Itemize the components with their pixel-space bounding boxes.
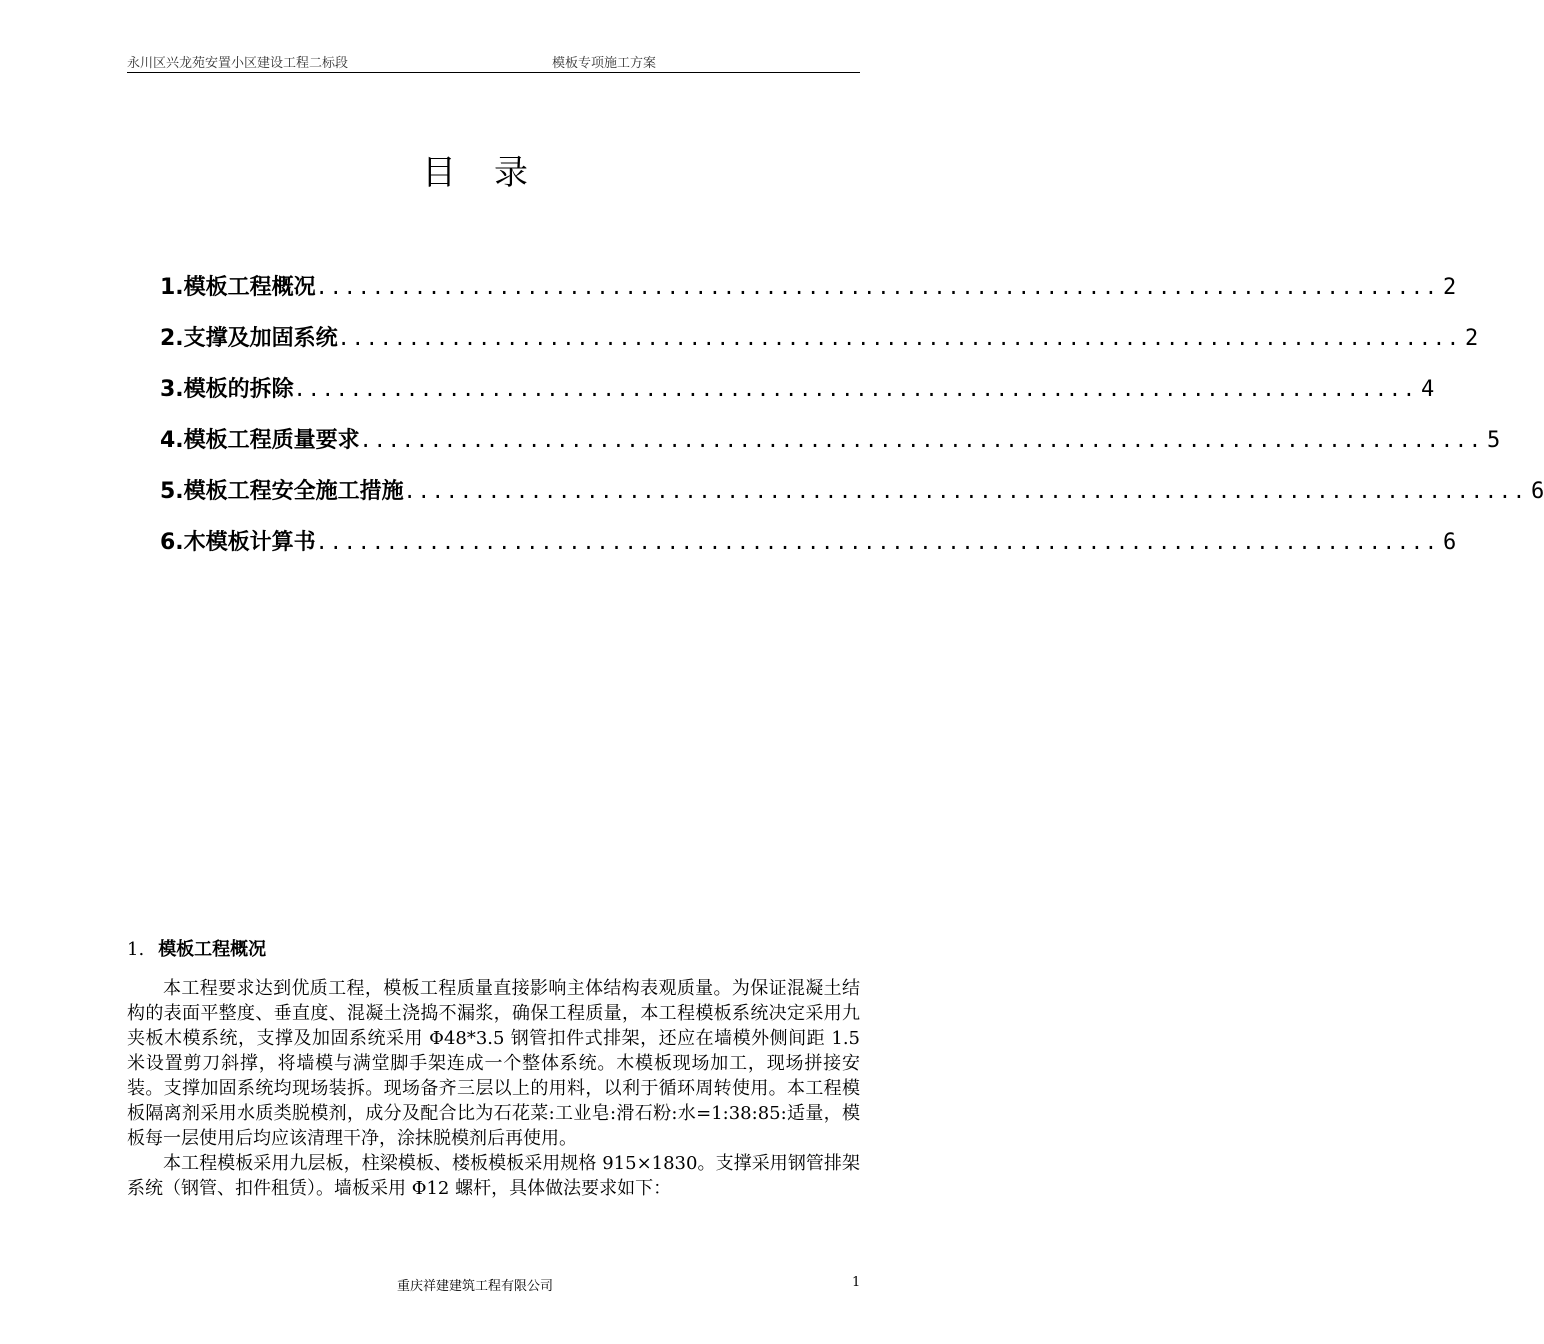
toc-entry-page: 2 bbox=[1442, 275, 1457, 300]
toc-entry-page: 2 bbox=[1464, 326, 1479, 351]
body-paragraph: 本工程模板采用九层板，柱梁模板、楼板模板采用规格 915×1830。支撑采用钢管排架系统（钢管、扣件租赁）。墙板采用 Φ12 螺杆，具体做法要求如下： bbox=[127, 1153, 860, 1199]
toc-entry[interactable] bbox=[160, 321, 1479, 372]
toc-entry-page: 4 bbox=[1420, 377, 1435, 402]
toc-entry[interactable] bbox=[160, 474, 1544, 525]
toc-leader-dots: ................................................................................ bbox=[337, 326, 1461, 350]
toc-entry-page: 6 bbox=[1442, 530, 1457, 555]
footer-company-name: 重庆祥建建筑工程有限公司 bbox=[396, 1279, 553, 1294]
toc-title: 目录 bbox=[422, 153, 566, 193]
toc-entry-label: 1.模板工程概况 bbox=[160, 275, 316, 300]
table-of-contents bbox=[160, 270, 1544, 576]
toc-entry-page: 6 bbox=[1530, 479, 1544, 504]
toc-leader-dots: ................................................................................ bbox=[403, 479, 1527, 503]
toc-leader-dots: ................................................................................ bbox=[315, 275, 1439, 299]
toc-entry[interactable] bbox=[160, 270, 1457, 321]
footer-page-number: 1 bbox=[852, 1275, 861, 1290]
section-heading bbox=[127, 935, 266, 961]
toc-entry[interactable] bbox=[160, 525, 1457, 576]
toc-leader-dots: ................................................................................ bbox=[359, 428, 1483, 452]
toc-entry-label: 6.木模板计算书 bbox=[160, 530, 316, 555]
header-document-name: 模板专项施工方案 bbox=[552, 56, 657, 71]
toc-entry-label: 5.模板工程安全施工措施 bbox=[160, 479, 404, 504]
page-header bbox=[127, 52, 860, 73]
toc-entry-label: 4.模板工程质量要求 bbox=[160, 428, 360, 453]
toc-leader-dots: ................................................................................ bbox=[293, 377, 1417, 401]
toc-entry[interactable] bbox=[160, 372, 1435, 423]
body-paragraph: 本工程要求达到优质工程，模板工程质量直接影响主体结构表观质量。为保证混凝土结构的表面平整度、垂直度、混凝土浇捣不漏浆，确保工程质量，本工程模板系统决定采用九夹板木模系统，支撑及加固系统采用 Φ48*3.5 钢管扣件式排架，还应在墙模外侧间距 1.5 米设置剪刀斜撑，将墙模与满堂脚手架连成一个整体系统。木模板现场加工，现场拼接安装。支撑加固系统均现场装拆。现场备齐三层以上的用料，以利于循环周转使用。本工程模板隔离剂采用水质类脱模剂，成分及配合比为石花菜:工业皂:滑石粉:水=1:38:85:适量，模板每一层使用后均应该清理干净，涂抹脱模剂后再使用。 bbox=[127, 978, 860, 1149]
toc-entry-label: 2.支撑及加固系统 bbox=[160, 326, 338, 351]
toc-entry-page: 5 bbox=[1486, 428, 1501, 453]
toc-entry-label: 3.模板的拆除 bbox=[160, 377, 294, 402]
section-title: 模板工程概况 bbox=[158, 939, 267, 960]
header-project-name: 永川区兴龙苑安置小区建设工程二标段 bbox=[127, 56, 349, 71]
section-number: 1. bbox=[127, 939, 145, 960]
section-body bbox=[127, 976, 860, 1201]
toc-entry[interactable] bbox=[160, 423, 1501, 474]
toc-leader-dots: ................................................................................ bbox=[315, 530, 1439, 554]
